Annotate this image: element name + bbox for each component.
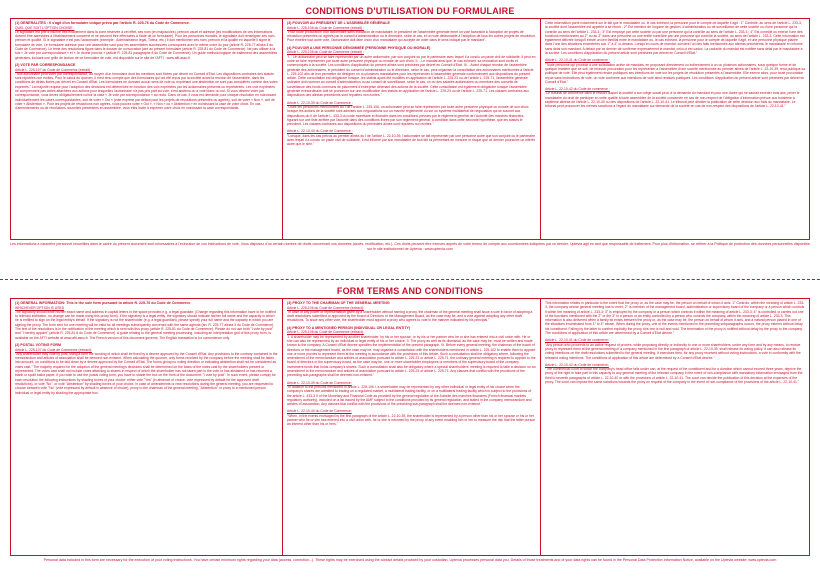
article-text: "In case of any power of representation given by a shareholder without naming a proxy, the chairman of the general meeting shall issue a vote in favor of adopting a draft resolutions submitted or approved by the board of Directors or the Management Board, as the case may be, and a vote against adopting any other draft resolutions. To issue any other vote, the shareholder must appoint a proxy who agrees to vote in the manner indicated by his principal." bbox=[287, 309, 533, 323]
article-text: "When, in the events envisaged by the first paragraph of the article L. 22-10-39, the shareholder is represented by a person other than his or her spouse or his or her partner who he or she has entered into a civil union with, he or she is informed by the proxy of any event enabling him or her to measure the risk that the latter pursue an interest other than his or hers." bbox=[287, 413, 536, 427]
article-text: "Pour toute procuration d'un actionnaire sans indication de mandataire, le président de l'assemblée générale émet un vote favorable à l'adoption de projets de résolution présentés ou agréés par le conseil d'administration ou le directoire, selon le cas, et un vote défavorable à l'adoption de tous les autres projets de résolution. Pour émettre tout autre vote, l'actionnaire doit faire choix d'un mandataire qui accepte de voter dans le sens indiqué par le mandant". bbox=[287, 29, 536, 43]
article-reference: Article L. 22-10-42 du Code de commerce: bbox=[545, 362, 609, 367]
section-divider bbox=[0, 279, 820, 280]
article-section bbox=[15, 343, 278, 395]
article-text: "Any person who proceeds to an active request of proxies, while proposing directly or indirectly to one or more shareholders, under any form and by any means, to receive proxy to represent them at the general meeting of a company mentioned in the first paragraph of article L. 22-10-39, shall release its voting policy. It can also release its voting intentions on the draft resolutions submitted to the general meeting. It exercises then, for any proxy received without voting instructions, a vote in conformity with the released voting intentions. The conditions of application of this article are determined by a Conseil d'Etat decree." bbox=[545, 342, 801, 360]
section-heading: (4) PROXY TO A MENTIONED PERSON (INDIVIDUAL OR LEGAL ENTITY) bbox=[287, 325, 411, 330]
french-column-1 bbox=[11, 19, 283, 239]
article-section bbox=[15, 301, 278, 340]
section-heading: (1) GENERAL INFORMATION: This is the sole form pursuant to article R. 225-76 du Code de Commerce bbox=[15, 301, 191, 305]
article-section bbox=[545, 363, 805, 384]
section-heading: (3) PROXY TO THE CHAIRMAN OF THE GENERAL MEETING bbox=[287, 301, 390, 305]
article-text: "Tout actionnaire peut voter par correspondance, au moyen d'un formulaire dont les mentions sont fixées par décret en Conseil d'Etat. Les dispositions contraires des statuts sont réputées non écrites. Pour le calcul du quorum, il n'est tenu compte que des formulaires qui ont été reçus par la société avant la réunion de l'assemblée, dans les conditions de délais fixées par décret en Conseil d'Etat. Les formulaires ne donnant aucun sens de vote ou exprimant une abstention ne sont pas considérés comme des votes exprimés." La majorité requise pour l'adoption des décisions est déterminée en fonction des voix exprimées par les actionnaires présents ou représentés. Les voix exprimées ne comprennent pas celles attachées aux actions pour lesquelles l'actionnaire n'a pas pris part au vote, s'est abstenu ou a voté blanc ou nul. Si vous désirez voter par correspondance, vous devez obligatoirement noircir la case « Je vote par correspondance » au recto. Dans ce cas, il vous est demandé pour chaque résolution en noircissant individuellement les cases correspondantes, soit de voter « Oui » (vote exprimé par défaut pour les projets de résolutions présentés ou agréés), soit de voter « Non », soit de voter « Abstention ». Pour les projets de résolutions non agréés, vous pouvez voter « Oui », « Non » ou « Abstention » en noircissant la case de votre choix. En cas d'amendements ou de résolutions nouvelles présentées en assemblée, vous êtes invité à exprimer votre choix en noircissant la case correspondante. bbox=[15, 71, 278, 111]
article-reference: Article L. 225-107 du Code de Commerce (extrait) : bbox=[15, 67, 92, 72]
article-text: "Outre les personnes mentionnées au I de l'article L. 225-106, un actionnaire peut se faire représenter par toute autre personne physique ou morale de son choix lorsque les actions de la société sont admises aux négociations sur un marché réglementé ou sur un système multilatéral de négociation qui se soumet aux dispositions du II de l'article L. 433-3 du code monétaire et financier dans les conditions prévues par le règlement général de l'Autorité des marchés financiers, figurant sur une liste arrêtée par l'autorité dans des conditions fixées par son règlement général, à condition dans cette seconde hypothèse, que les statuts le prévoient. Les clauses contraires aux dispositions du précédent alinéa sont réputées non écrites." bbox=[287, 104, 529, 127]
article-text: "Le tribunal de commerce dans le ressort duquel la société a son siège social peut, à la demande du mandant et pour une durée qui ne saurait excéder trois ans, priver le mandataire du droit de participer en cette qualité à toute assemblée de la société concernée en cas de non-respect de l'obligation d'information prévue aux troisième à septième alinéas de l'article L. 22-10-40 ou des dispositions de l'article L. 22-10-41. Le tribunal peut décider la publication de cette décision aux frais du mandataire. Le tribunal peut prononcer les mêmes sanctions à l'égard du mandataire sur demande de la société en cas de non-respect des dispositions de l'article L. 22-10-41." bbox=[545, 91, 800, 109]
article-section bbox=[545, 21, 805, 55]
french-footer: Les informations à caractère personnel recueillies dans le cadre du présent document sont nécessaires à l'exécution de vos instructions de vote. Vous disposez d'un certain nombre de droits concernant vos données (accès, rectification, etc.). Ces droits peuvent être exercés auprès de votre teneur de compte aux coordonnées indiquées par ce dernier. Uptevia agit en tant que responsable de traitement. Pour plus d'information, se référer à la Politique de protection des données personnelles disponible sur le site institutionnel de Uptevia : www.uptevia.com bbox=[10, 242, 810, 251]
article-section bbox=[287, 46, 536, 98]
article-reference: Article L. 22-10-40 du Code de Commerce : bbox=[287, 129, 353, 134]
article-reference: Article L. 22-10-40 du Code de Commerce: bbox=[287, 409, 352, 414]
article-text: The signatory should write his/her exact name and address in capital letters in the space provided e.g. a legal guardian: (Change regarding this information have to be notified to relevant institution, no change can be made using this proxy form). If the signatory is a legal entity, the signatory should indicate his/her full name and the capacity in which he is entitled to sign on the legal entity's behalf. If the signatory is not the shareholder (e.g. a legal guardian), please specify your full name and the capacity in which you are signing the proxy. The form sent for one meeting will be valid for all meetings subsequently convened with the same agenda (art. R. 225-77 alinéa 3 du Code de Commerce). The text of the resolutions is in the notification of the meeting which is sent with this proxy (article R. 225-81 du Code de Commerce). Please do not use both "I vote by post" and "I hereby appoint" (article R. 225-81 8 du Code de Commerce). A guide relating to the general meeting processing, including an interpretation grid of this proxy form, is available on the AFTI website at www.afti.asso.fr. The French version of this document governs; The English translation is for convenience only. bbox=[15, 309, 276, 340]
article-section bbox=[15, 21, 278, 60]
french-section bbox=[10, 4, 810, 286]
english-section bbox=[10, 284, 810, 576]
english-frame bbox=[10, 298, 810, 556]
french-title: CONDITIONS D'UTILISATION DU FORMULAIRE bbox=[305, 6, 515, 16]
article-section bbox=[287, 326, 536, 378]
section-heading: (3) POUVOIR AU PRÉSIDENT DE L'ASSEMBLÉE GÉNÉRALE bbox=[287, 21, 390, 25]
article-text: "I. A shareholder may be represented by another shareholder, by his or her spouse, or by his or her partner who he or she has entered into a civil union with. He or she can also be represented by an individual or legal entity of his or her choice. II. The proxy as well as its dismissal, as the case may be, must be written and made known to the company. A Conseil d'Etat decree specifies the implementation of the present paragraph. III. Before every general meeting, the chairman of the board of directors or the management board, as the case may be, may organise a consultation with the shareholders mentioned in article L. 225-102 to enable them to appoint one or more proxies to represent them at the meeting in accordance with the provisions of this Article. Such a consultation shall be obligatory where, following the amendment of the memorandum and articles of association pursuant to article L. 225-23 or article L. 225-71, the ordinary general meeting is required to appoint to the board of directors or the supervisory board, as the case may be, one or more shareholder employees or members of the supervisory board of the company investment funds that holds company's shares. Such a consultation shall also be obligatory where a special shareholders' meeting is required to take a decision on an amendment to the memorandum and articles of association pursuant to article L. 225-23 or article L. 225-71. Any clauses that conflict with the provisions of the preceding sub-paragraphs shall be deemed non-existent." bbox=[287, 334, 536, 378]
section-heading: (4) POUVOIR A UNE PERSONNE DÉNOMMÉE (PERSONNE PHYSIQUE OU MORALE) bbox=[287, 45, 431, 50]
article-section bbox=[287, 101, 536, 127]
article-section bbox=[545, 338, 805, 359]
article-text: "Lorsque, dans les cas prévus au premier alinéa du I de l'article L. 22-10-39, l'actionnaire se fait représenter par une personne autre que son conjoint ou le partenaire avec lequel il a conclu un pacte civil de solidarité, il est informé par son mandataire de tout fait lui permettant de mesurer le risque que ce dernier poursuive un intérêt autre que le sien." bbox=[287, 133, 535, 147]
english-title: FORM TERMS AND CONDITIONS bbox=[336, 286, 484, 296]
article-reference: Article L. 22-10-39 du Code de Commerce: bbox=[287, 380, 352, 385]
article-text: "The commercial court of which the company's head office falls under can, at the request of the constituent and for a duration which cannot exceed three years, deprive the proxy of the right to take part in this capacity to any general meeting of the relevant company in the event of non-compliance with mandatory information envisaged from the third to seventh paragraphs of article L. 22-10-40 or with the provisions of article L. 22-10-41. The court can decide the publication of this decision at the expenses of the proxy. The court can impose the same sanctions towards the proxy on request of the company in the event of non-compliance of the provisions of the article L. 22-10-41." bbox=[545, 367, 803, 385]
article-reference: Article L. 22-10-41 du Code de commerce : bbox=[545, 58, 610, 63]
article-reference: Article L. 225-106 du Code de Commerce (extrait) : bbox=[287, 50, 364, 55]
section-heading: (2) POSTAL VOTING FORM bbox=[15, 342, 61, 347]
english-column-1 bbox=[11, 299, 283, 555]
article-reference: WHICHEVER OPTION IS USED bbox=[15, 305, 65, 310]
french-column-3 bbox=[541, 19, 809, 239]
article-reference: Article L. 225-106 du Code de Commerce (extract): bbox=[287, 330, 364, 335]
english-column-3 bbox=[541, 299, 809, 555]
article-text: Le signataire est prié d'inscrire très exactement dans la zone réservée à cet effet, ses nom (en majuscules), prénom usuel et adresse (les modifications de ces informations doivent être adressées à l'établissement concerné et ne peuvent être effectuées à l'aide de ce formulaire). Pour les personnes morales, le signataire doit renseigner ses nom, prénom et qualité. Si le signataire n'est pas l'actionnaire (exemple : Administrateur légal, Tuteur, etc.) il doit mentionner ses nom, prénom et la qualité en laquelle il signe le formulaire de vote. Le formulaire adressé pour une assemblée vaut pour les assemblées successives convoquées avec le même ordre du jour (article R. 225-77 alinéa 3 du Code de Commerce). Le texte des résolutions figure dans le dossier de convocation joint au présent formulaire (article R. 225-81 du Code de Commerce). Ne pas utiliser à la fois « Je vote par correspondance » et « Je donne pouvoir » (article R. 225-81 paragraphe 8 du Code de Commerce). Un guide méthodologique de traitement des assemblées générales, incluant une grille de lecture de ce formulaire de vote, est disponible sur le site de l'AFTI : www.afti.asso.fr bbox=[15, 29, 278, 60]
article-section bbox=[287, 381, 536, 407]
article-section bbox=[15, 63, 278, 111]
article-section bbox=[287, 409, 536, 426]
article-reference: Article L. 22-10-39 du Code de Commerce : bbox=[287, 100, 353, 105]
article-text: "Any shareholder may vote by post, using a form the wording of which shall be fixed by a decree approved by the Conseil d'Etat. Any provisions to the contrary contained in the memorandum and articles of association shall be deemed non-existent. When calculating the quorum, only forms received by the company before the meeting shall be taken into account, on conditions to be laid down by a decree approved by the Conseil d'Etat. The forms giving no voting direction or indicating abstention shall not be considered as votes cast." The majority required for the adoption of the general meeting's decisions shall be determined on the basis of the votes cast by the shareholders present or represented. The votes cast shall not include votes attaching to shares in respect of which the shareholder has not taken part in the vote or has abstained or has returned a blank or spoilt ballot paper. If you wish to use the postal voting form, you have to shade the box on the front of the document: "I vote by post". In such event, please comply for each resolution the following instructions by shading boxes of your choice: either vote "Yes" (in absence of choice, vote expressed by default for the approved draft resolutions), or vote "No", or vote "Abstention" by shading boxes of your choice. In case of amendments or new resolutions during the general meeting, you are requested to choose between vote "No" (vote expressed by default in absence of choice), proxy to the chairman of the general meeting, "Abstention" or proxy to a mentioned person individual or legal entity by shading the appropriate box. bbox=[15, 351, 278, 395]
article-section bbox=[287, 129, 536, 146]
article-reference: QUEL QUE SOIT L'OPTION CHOISIE : bbox=[15, 25, 75, 30]
english-footer: Personal data included in this form are necessary for the execution of your voting instructions. You have certain minimum rights regarding your data (access, correction...). These rights may be exercised using the contact details provided by your custodian. Uptevia processes personal data you. Details of those treatments and of your data rights can be found in the Personal Data Protection Information Notice, available on the Uptevia website: www.uptevia.com bbox=[43, 558, 777, 562]
french-column-2 bbox=[283, 19, 541, 239]
article-reference: Article L. 22-10-41 du Code de commerce: bbox=[545, 338, 609, 343]
section-heading: (1) GENERALITES : Il s'agit d'un formulaire unique prévu par l'article R. 225-76 du Code de Commerce. bbox=[15, 21, 190, 25]
article-section bbox=[287, 301, 536, 323]
english-column-2 bbox=[283, 299, 541, 555]
section-heading: (2) VOTE PAR CORRESPONDANCE bbox=[15, 62, 76, 67]
article-text: "Toute personne qui procède à une sollicitation active de mandats, en proposant directement ou indirectement à un ou plusieurs actionnaires, sous quelque forme et de quelque manière que ce soit, de recevoir procuration pour les représenter à l'assemblée d'une société mentionnée au premier alinéa de l'article L. 22-10-39, rend publique sa politique de vote. Elle peut également rendre publiques ses intentions de vote sur les projets de résolution présentés à l'assemblée. Elle exerce alors, pour toute procuration reçue sans instructions de vote, un vote conforme aux intentions de vote ainsi rendues publiques. Les conditions d'application du présent article sont précisées par décret en Conseil d'Etat." bbox=[545, 62, 805, 84]
article-section bbox=[287, 21, 536, 43]
article-reference: Article L. 225-106 du Code de Commerce (extrait) : bbox=[287, 25, 364, 30]
article-reference: Article L. 225-106 du Code de Commerce (extract): bbox=[287, 305, 364, 310]
article-reference: Article L. 22-10-42 du Code de commerce : bbox=[545, 87, 610, 92]
article-section bbox=[545, 87, 805, 108]
article-section bbox=[545, 58, 805, 84]
article-text: This information relates in particular to the event that the proxy or, as the case may be, the person on behalf of whom it acts: 1° Controls, within the meaning of article L. 233-3, the company whose general meeting has to meet; 2° Is member of the management board, administration or supervisory board of the company or a person which controls it within the meaning of article L. 233-3; 3° Is employed by the company or a person which controls it within the meaning of article L. 233-3; 4° Is controlled or carries out one of the functions mentioned with the 2° or the 3° in a person or an entity controlled by a person who controls the company, within the meaning of article L. 233-3. This information is also delivered when a family tie exists between the proxy or, as the case may be, the person on behalf of whom it acts, and a natural person placed in one of the situations enumerated from 1° to 4° above. When during the proxy, one of the events mentioned in the preceding subparagraphs occurs, the proxy informs without delay his constituent. Failing by the latter to confirm explicitly the proxy, this one is null and void. The termination of the proxy is notified without delay by the proxy to the company. The conditions of application of this article are determined by a Conseil d'Etat decree." bbox=[545, 301, 805, 336]
article-text: "In addition to the persons mentioned in article L. 225-106 I, a shareholder may be represented by any other individual or legal entity of his choice when the company's shares are admitted to trading on a regulated market, a multilateral trading facility, or on a multilateral trading facility which is subject to the provisions of the article L. 433-3 II of the Monetary and Financial Code as provided by the general regulation of the Autorité des marchés financiers (French financial markets regulatory authority), included on a list issued by the AMF subject to the conditions provided by its general regulation, and stated in the company memorandum and articles of association. Any clauses that conflict with the provisions of the preceding sub-paragraph shall be deemed non-existent." bbox=[287, 384, 532, 407]
article-text: "I. - Un actionnaire peut se faire représenter par un autre actionnaire, par son conjoint ou par le partenaire avec lequel il a conclu un pacte civil de solidarité. Il peut en outre se faire représenter par toute autre personne physique ou morale de son choix. II. - Le mandat ainsi que, le cas échéant, sa révocation sont écrits et communiqués à la société. Les conditions d'application du présent alinéa sont précisées par décret en Conseil d'Etat. III. - Avant chaque réunion de l'assemblée générale des actionnaires, le président du conseil d'administration ou le directoire, selon le cas, peut organiser la consultation des actionnaires mentionnés à l'article L. 225-102 afin de leur permettre de désigner un ou plusieurs mandataires pour les représenter à l'assemblée générale conformément aux dispositions du présent article. Cette consultation est obligatoire lorsque, les statuts ayant été modifiés en application de l'article L. 225-23 ou de l'article L. 225-71, l'assemblée générale ordinaire doit nommer au conseil d'administration ou au conseil de surveillance, selon le cas, un ou des salariés actionnaires ou membres des conseils de surveillance des fonds communs de placement d'entreprise détenant des actions de la société. Cette consultation est également obligatoire lorsque l'assemblée générale extraordinaire doit se prononcer sur une modification des statuts en application de l'article L. 225-23 ou de l'article L. 225-71. Les clauses contraires aux dispositions des alinéas précédents sont réputées non écrites." bbox=[287, 54, 536, 98]
article-section bbox=[545, 301, 805, 335]
french-frame bbox=[10, 18, 810, 240]
article-text: Cette information porte notamment sur le fait que le mandataire ou, le cas échéant, la personne pour le compte de laquelle il agit : 1° Contrôle, au sens de l'article L. 233-3, la société dont l'assemblée est appelée à se réunir ; 2° Est membre de l'organe de gestion, d'administration ou de surveillance de cette société ou d'une personne qui la contrôle au sens de l'article L. 233-3 ; 3° Est employé par cette société ou par une personne qui la contrôle au sens de l'article L. 233-3 ; 4° Est contrôlé ou exerce l'une des fonctions mentionnées au 2° ou au 3° dans une personne ou une entité contrôlée par une personne qui contrôle la société, au sens de l'article L. 233-3. Cette information est également délivrée lorsqu'il existe un lien familial entre le mandataire ou, le cas échéant, la personne pour le compte de laquelle il agit, et une personne physique placée dans l'une des situations énumérées aux 1° à 4° ci-dessus. Lorsqu'en cours de mandat, survient l'un des faits mentionnés aux alinéas précédents, le mandataire en informe sans délai son mandant. A défaut par ce dernier de confirmer expressément le mandat, celui-ci est caduc. La caducité du mandat est notifiée sans délai par le mandataire à la société. Les conditions d'application du présent article sont précisées par décret en Conseil d'Etat." bbox=[545, 21, 805, 56]
article-reference: Article L. 225-107 du Code de Commerce (extract): bbox=[15, 347, 92, 352]
